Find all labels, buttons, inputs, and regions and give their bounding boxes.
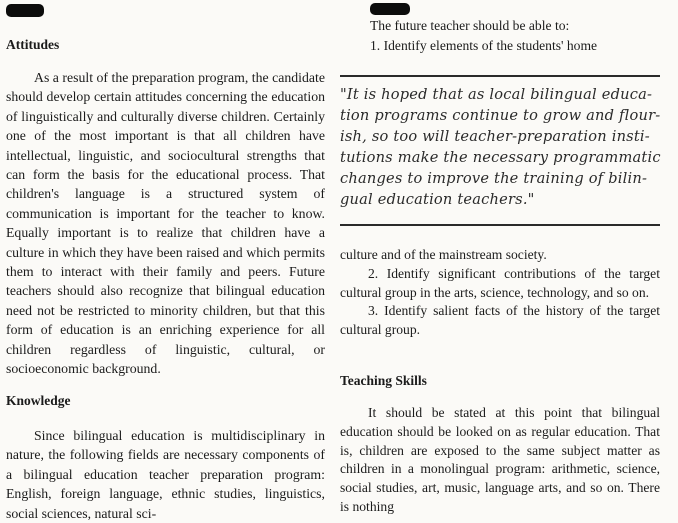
attitudes-paragraph: As a result of the preparation program, the candidate should develop certain attitudes concerning the education of linguistically and culturally diverse children. Certainly one of the most important is that all children have intellectual, linguistic, and sociocultural strengths that can form the basis for the educational process. That children's language is a structured system of communication is important for the teacher to know. Equally important is to realize that children have a culture in which they have been raised and which permits them to interact with their family and peers. Future teachers should also recognize that bilingual education need not be restricted to minority children, but that this form of education is an enriching experience for all children regardless of linguistic, cultural, or socioeconomic background. — [6, 70, 325, 377]
teaching-skills-heading: Teaching Skills — [340, 373, 427, 388]
knowledge-paragraph: Since bilingual education is multidisciplinary in nature, the following fields are necessary components of a bilingual education teacher preparation program: English, foreign language, ethnic studies, linguistics, social sciences, natural sci- — [6, 428, 325, 521]
pull-quote-line: gual education teachers." — [340, 190, 535, 208]
pull-quote-line: tion programs continue to grow and flour- — [340, 106, 661, 124]
list-continued — [340, 246, 660, 340]
teaching-skills-paragraph: It should be stated at this point that bilingual education should be looked on as regular education. That is, children are exposed to the same subject matter as children in a monolingual program: arithmetic, science, social studies, art, music, language arts, and so on. There is nothing — [340, 405, 660, 514]
attitudes-section — [6, 68, 325, 379]
pull-quote-line: ish, so too will teacher-preparation insti- — [340, 127, 650, 145]
attitudes-heading: Attitudes — [6, 37, 60, 52]
pull-quote-line: changes to improve the training of bilin- — [340, 169, 648, 187]
teaching-skills-section — [340, 404, 660, 517]
pull-quote-rule-bottom — [340, 224, 660, 226]
list-item-1-end: culture and of the mainstream society. — [340, 247, 547, 262]
pull-quote — [340, 85, 662, 210]
redacted-mark-left — [6, 4, 44, 17]
list-item-1-start: 1. Identify elements of the students' home — [370, 38, 598, 53]
list-item-2: 2. Identify significant contributions of the target cultural group in the arts, science, technology, and so on. — [340, 265, 660, 300]
pull-quote-line: "It is hoped that as local bilingual educa- — [340, 86, 653, 103]
redacted-mark-right — [370, 3, 410, 15]
intro-line: The future teacher should be able to: — [370, 18, 570, 33]
pull-quote-rule-top — [340, 75, 660, 77]
pull-quote-line: tutions make the necessary programmatic — [340, 148, 661, 166]
knowledge-heading: Knowledge — [6, 393, 71, 408]
list-item-3: 3. Identify salient facts of the history of the target cultural group. — [340, 303, 660, 338]
knowledge-section — [6, 426, 325, 523]
